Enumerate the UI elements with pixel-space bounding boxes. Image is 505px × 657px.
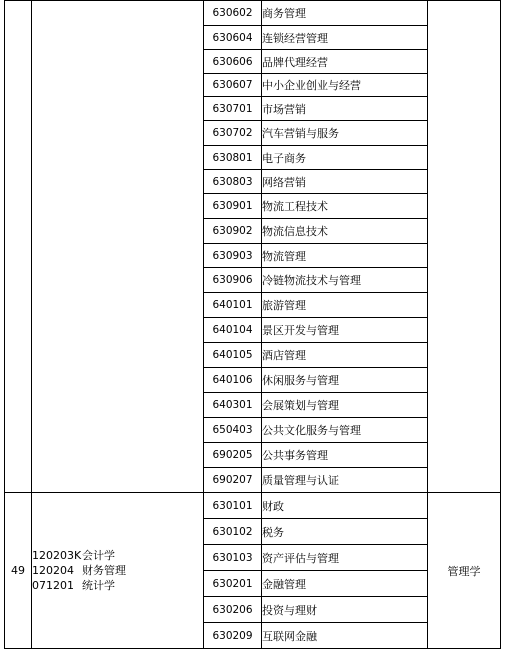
undergrad-majors-cell <box>32 493 204 649</box>
vocational-major-code: 640101 <box>204 293 262 318</box>
undergrad-major-code: 071201 <box>32 579 74 592</box>
table-row <box>5 493 501 519</box>
vocational-major-name: 公共文化服务与管理 <box>262 418 428 443</box>
vocational-major-name: 电子商务 <box>262 146 428 170</box>
vocational-major-name: 税务 <box>262 519 428 545</box>
vocational-major-code: 640301 <box>204 393 262 418</box>
vocational-major-code: 630602 <box>204 1 262 26</box>
vocational-major-name: 品牌代理经营 <box>262 50 428 74</box>
table-row <box>5 1 501 26</box>
vocational-major-name: 物流工程技术 <box>262 194 428 219</box>
vocational-major-name: 冷链物流技术与管理 <box>262 268 428 293</box>
discipline-category-cell <box>428 1 501 493</box>
vocational-major-code: 630903 <box>204 244 262 268</box>
undergrad-major-code: 120203K <box>32 549 82 562</box>
vocational-major-code: 640106 <box>204 368 262 393</box>
vocational-major-name: 景区开发与管理 <box>262 318 428 343</box>
vocational-major-name: 投资与理财 <box>262 597 428 623</box>
major-table-body <box>5 1 501 649</box>
major-table <box>4 0 501 649</box>
vocational-major-name: 公共事务管理 <box>262 443 428 468</box>
vocational-major-code: 640104 <box>204 318 262 343</box>
vocational-major-code: 630101 <box>204 493 262 519</box>
vocational-major-code: 630604 <box>204 26 262 50</box>
vocational-major-name: 资产评估与管理 <box>262 545 428 571</box>
vocational-major-name: 旅游管理 <box>262 293 428 318</box>
vocational-major-code: 630607 <box>204 74 262 97</box>
vocational-major-code: 630906 <box>204 268 262 293</box>
vocational-major-name: 物流信息技术 <box>262 219 428 244</box>
discipline-category-cell: 管理学 <box>428 493 501 649</box>
vocational-major-code: 630702 <box>204 121 262 146</box>
vocational-major-name: 商务管理 <box>262 1 428 26</box>
vocational-major-name: 互联网金融 <box>262 623 428 649</box>
vocational-major-name: 财政 <box>262 493 428 519</box>
undergrad-major-name: 会计学 <box>82 549 115 562</box>
undergrad-major-line <box>32 578 203 593</box>
vocational-major-code: 640105 <box>204 343 262 368</box>
undergrad-major-line <box>32 563 203 578</box>
undergrad-major-name: 财务管理 <box>82 564 126 577</box>
vocational-major-name: 会展策划与管理 <box>262 393 428 418</box>
vocational-major-code: 630801 <box>204 146 262 170</box>
vocational-major-code: 630606 <box>204 50 262 74</box>
vocational-major-code: 630803 <box>204 170 262 194</box>
vocational-major-code: 690205 <box>204 443 262 468</box>
vocational-major-code: 630901 <box>204 194 262 219</box>
vocational-major-code: 630201 <box>204 571 262 597</box>
vocational-major-name: 中小企业创业与经营 <box>262 74 428 97</box>
vocational-major-code: 690207 <box>204 468 262 493</box>
undergrad-major-name: 统计学 <box>82 579 115 592</box>
undergrad-majors-cell <box>32 1 204 493</box>
vocational-major-name: 酒店管理 <box>262 343 428 368</box>
vocational-major-code: 630102 <box>204 519 262 545</box>
vocational-major-code: 630206 <box>204 597 262 623</box>
vocational-major-name: 质量管理与认证 <box>262 468 428 493</box>
vocational-major-name: 网络营销 <box>262 170 428 194</box>
vocational-major-name: 休闲服务与管理 <box>262 368 428 393</box>
vocational-major-name: 市场营销 <box>262 97 428 121</box>
vocational-major-code: 630103 <box>204 545 262 571</box>
vocational-major-code: 650403 <box>204 418 262 443</box>
sequence-number-cell: 49 <box>5 493 32 649</box>
vocational-major-code: 630209 <box>204 623 262 649</box>
vocational-major-name: 连锁经营管理 <box>262 26 428 50</box>
undergrad-major-line <box>32 548 203 563</box>
vocational-major-code: 630701 <box>204 97 262 121</box>
vocational-major-name: 金融管理 <box>262 571 428 597</box>
vocational-major-name: 物流管理 <box>262 244 428 268</box>
vocational-major-name: 汽车营销与服务 <box>262 121 428 146</box>
undergrad-major-code: 120204 <box>32 564 74 577</box>
vocational-major-code: 630902 <box>204 219 262 244</box>
sequence-number-cell <box>5 1 32 493</box>
